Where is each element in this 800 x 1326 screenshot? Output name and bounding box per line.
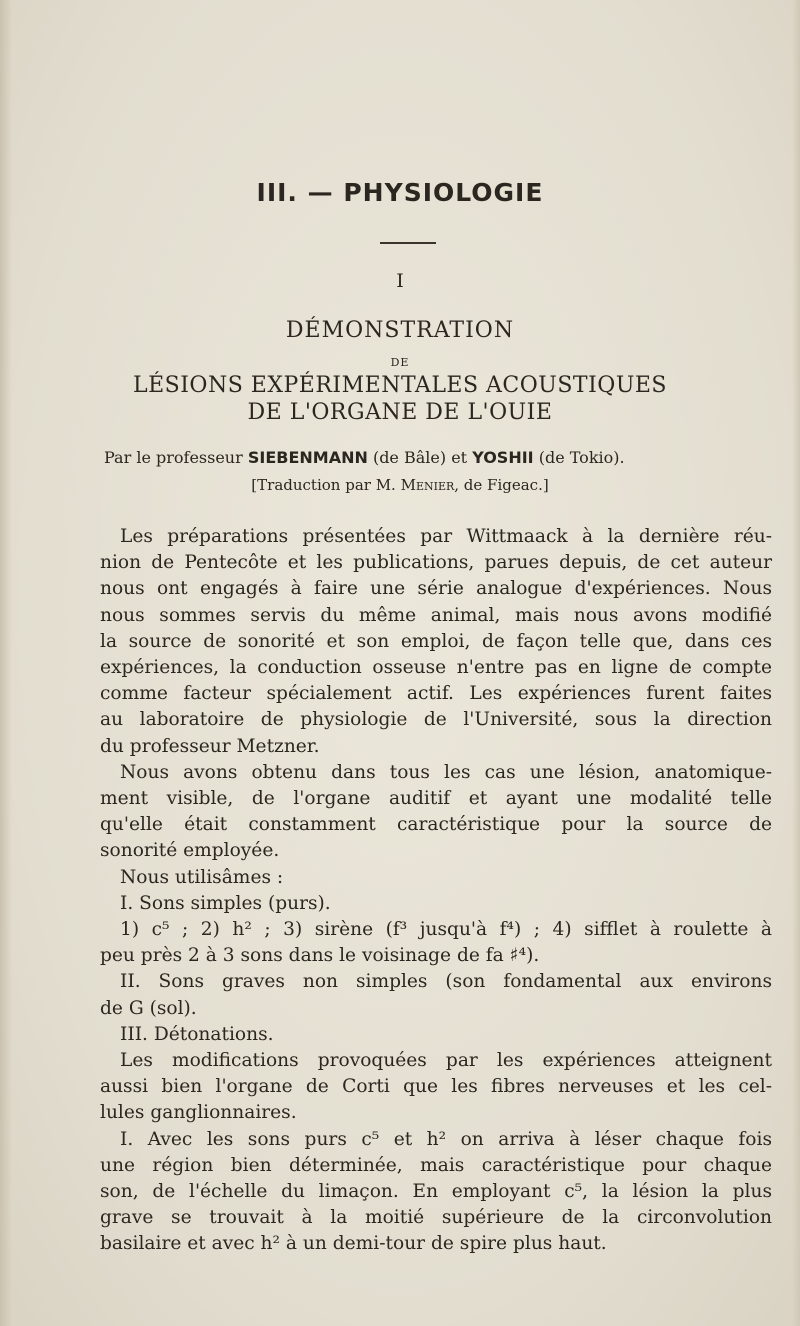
body-line: III. Détonations. [120, 1023, 274, 1045]
body-line: Les modifications provoquées par les expériences atteignent [120, 1050, 772, 1072]
body-line: I. Avec les sons purs c⁵ et h² on arriva à léser chaque fois [120, 1128, 772, 1150]
article-title-line2: LÉSIONS EXPÉRIMENTALES ACOUSTIQUES [133, 373, 667, 398]
body-line: son, de l'échelle du limaçon. En employant c⁵, la lésion la plus [100, 1181, 772, 1203]
translation-prefix: [Traduction par M. [251, 476, 401, 494]
body-line: peu près 2 à 3 sons dans le voisinage de fa ♯⁴). [100, 945, 540, 967]
body-line: nous ont engagés à faire une série analogue d'expériences. Nous [100, 578, 772, 600]
article-title-connector: DE [390, 356, 410, 369]
body-line: au laboratoire de physiologie de l'Université, sous la direction [100, 709, 772, 731]
title-divider [380, 242, 436, 244]
body-line: I. Sons simples (purs). [120, 892, 331, 914]
body-line: sonorité employée. [100, 840, 280, 862]
body-line: qu'elle était constamment caractéristique pour la source de [100, 814, 772, 836]
body-line: de G (sol). [100, 997, 197, 1019]
article-title-line1: DÉMONSTRATION [285, 318, 515, 343]
body-line: Nous utilisâmes : [120, 866, 284, 888]
body-line: ment visible, de l'organe auditif et ayant une modalité telle [100, 788, 772, 810]
body-line: Nous avons obtenu dans tous les cas une lésion, anatomique- [120, 761, 772, 783]
body-line: Les préparations présentées par Wittmaack à la dernière réu- [120, 526, 772, 547]
byline-prefix: Par le professeur [104, 448, 248, 467]
chapter-numeral: I [396, 270, 404, 292]
author-name-2: YOSHII [472, 448, 534, 467]
body-line: aussi bien l'organe de Corti que les fibres nerveuses et les cel- [100, 1076, 772, 1098]
article-body [100, 524, 772, 1258]
translator-name: Menier [400, 476, 455, 494]
translation-credit [0, 476, 800, 494]
body-line: lules ganglionnaires. [100, 1102, 297, 1124]
body-line: grave se trouvait à la moitié supérieure de la circonvolution [100, 1207, 772, 1229]
body-line: II. Sons graves non simples (son fondamental aux environs [120, 971, 772, 993]
author-name-1: SIEBENMANN [247, 448, 368, 467]
body-line: une région bien déterminée, mais caractéristique pour chaque [100, 1154, 772, 1176]
body-line: comme facteur spécialement actif. Les expériences furent faites [100, 683, 772, 705]
body-line: la source de sonorité et son emploi, de façon telle que, dans ces [100, 630, 772, 652]
author-place-1: (de Bâle) et [367, 448, 473, 467]
article-title-lines [0, 372, 800, 426]
author-place-2: (de Tokio). [533, 448, 625, 467]
body-line: 1) c⁵ ; 2) h² ; 3) sirène (f³ jusqu'à f⁴) ; 4) sifflet à roulette à [120, 919, 772, 941]
author-byline [104, 448, 764, 467]
article-title-line3: DE L'ORGANE DE L'OUIE [247, 400, 553, 425]
body-line: nous sommes servis du même animal, mais nous avons modifié [100, 604, 772, 626]
section-title: III. — PHYSIOLOGIE [256, 178, 544, 207]
body-line: basilaire et avec h² à un demi-tour de spire plus haut. [100, 1233, 607, 1255]
body-line: du professeur Metzner. [100, 735, 320, 757]
body-line: expériences, la conduction osseuse n'entre pas en ligne de compte [100, 657, 772, 679]
translation-suffix: , de Figeac.] [454, 476, 549, 494]
body-line: nion de Pentecôte et les publications, parues depuis, de cet auteur [100, 552, 772, 574]
